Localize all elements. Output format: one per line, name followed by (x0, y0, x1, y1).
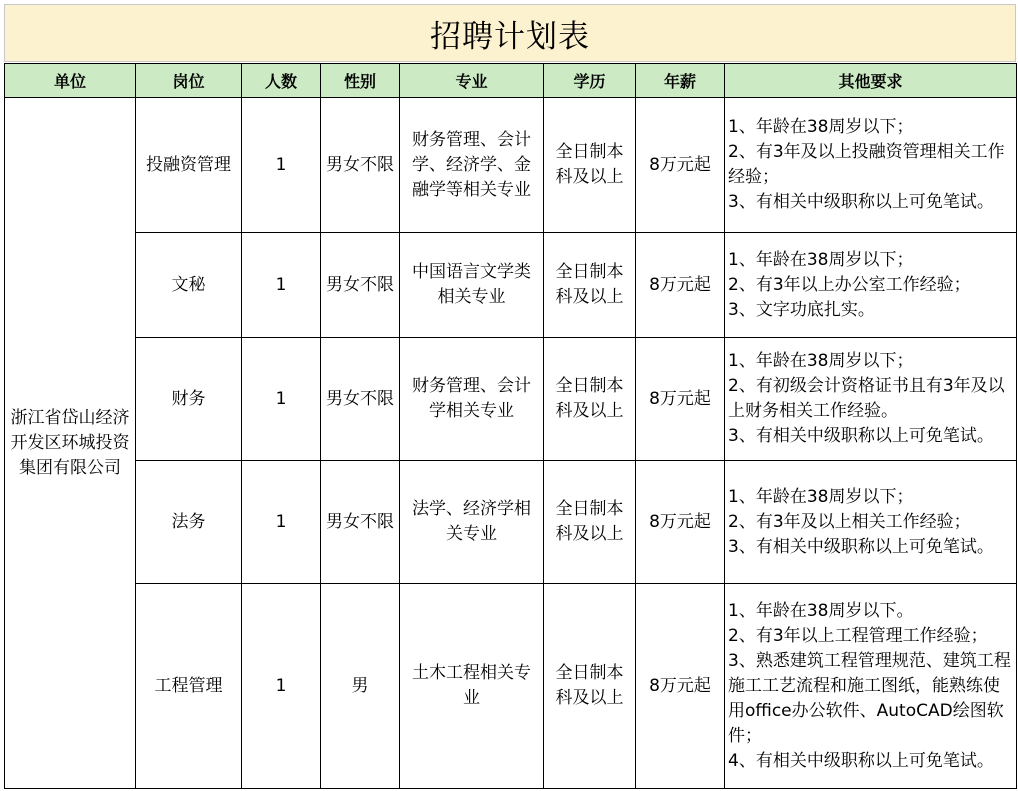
requirement-line: 2、有3年以上工程管理工作经验； (728, 625, 988, 646)
header-salary[interactable]: 年薪 (636, 64, 725, 98)
header-count[interactable]: 人数 (242, 64, 321, 98)
table-row (5, 98, 1017, 233)
requirements-cell[interactable] (725, 461, 1017, 584)
requirements-cell[interactable] (725, 98, 1017, 233)
requirement-line: 2、有3年及以上投融资管理相关工作经验； (728, 142, 1005, 187)
unit-cell[interactable]: 浙江省岱山经济开发区环城投资集团有限公司 (5, 98, 136, 789)
requirement-line: 2、有初级会计资格证书且有3年及以上财务相关工作经验。 (728, 376, 1005, 421)
requirements-cell[interactable] (725, 338, 1017, 461)
header-major[interactable]: 专业 (400, 64, 544, 98)
position-cell[interactable]: 法务 (136, 461, 242, 584)
sheet-title: 招聘计划表 (4, 4, 1016, 62)
education-cell[interactable]: 全日制本科及以上 (544, 98, 636, 233)
table-row (5, 233, 1017, 338)
salary-cell[interactable]: 8万元起 (636, 461, 725, 584)
requirement-line: 3、有相关中级职称以上可免笔试。 (728, 536, 994, 557)
requirement-line: 1、年龄在38周岁以下； (728, 117, 914, 137)
count-cell[interactable]: 1 (242, 584, 321, 789)
requirement-line: 2、有3年以上办公室工作经验； (728, 274, 971, 295)
gender-cell[interactable]: 男 (321, 584, 400, 789)
header-gender[interactable]: 性别 (321, 64, 400, 98)
requirement-line: 1、年龄在38周岁以下； (728, 351, 914, 371)
major-cell[interactable]: 中国语言文学类相关专业 (400, 233, 544, 338)
gender-cell[interactable]: 男女不限 (321, 98, 400, 233)
salary-cell[interactable]: 8万元起 (636, 338, 725, 461)
requirements-cell[interactable] (725, 233, 1017, 338)
header-requirements[interactable]: 其他要求 (725, 64, 1017, 98)
count-cell[interactable]: 1 (242, 233, 321, 338)
position-cell[interactable]: 财务 (136, 338, 242, 461)
major-cell[interactable]: 土木工程相关专业 (400, 584, 544, 789)
header-unit[interactable]: 单位 (5, 64, 136, 98)
requirement-line: 3、有相关中级职称以上可免笔试。 (728, 426, 994, 446)
gender-cell[interactable]: 男女不限 (321, 338, 400, 461)
requirement-line: 1、年龄在38周岁以下； (728, 486, 914, 507)
header-education[interactable]: 学历 (544, 64, 636, 98)
major-cell[interactable]: 财务管理、会计学、经济学、金融学等相关专业 (400, 98, 544, 233)
salary-cell[interactable]: 8万元起 (636, 98, 725, 233)
requirement-line: 4、有相关中级职称以上可免笔试。 (728, 750, 994, 771)
education-cell[interactable]: 全日制本科及以上 (544, 233, 636, 338)
salary-cell[interactable]: 8万元起 (636, 233, 725, 338)
major-cell[interactable]: 法学、经济学相关专业 (400, 461, 544, 584)
requirement-line: 2、有3年及以上相关工作经验； (728, 511, 971, 532)
gender-cell[interactable]: 男女不限 (321, 461, 400, 584)
requirement-line: 3、文字功底扎实。 (728, 299, 875, 320)
major-cell[interactable]: 财务管理、会计学相关专业 (400, 338, 544, 461)
requirement-line: 1、年龄在38周岁以下； (728, 249, 914, 270)
header-position[interactable]: 岗位 (136, 64, 242, 98)
requirements-cell[interactable] (725, 584, 1017, 789)
requirement-line: 3、熟悉建筑工程管理规范、建筑工程施工工艺流程和施工图纸，能熟练使用office办公软件、AutoCAD绘图软件； (728, 650, 1011, 746)
requirement-line: 1、年龄在38周岁以下。 (728, 600, 914, 621)
header-row (5, 64, 1017, 98)
requirement-line: 3、有相关中级职称以上可免笔试。 (728, 192, 994, 212)
count-cell[interactable]: 1 (242, 338, 321, 461)
table-row (5, 461, 1017, 584)
table-row (5, 338, 1017, 461)
gender-cell[interactable]: 男女不限 (321, 233, 400, 338)
position-cell[interactable]: 文秘 (136, 233, 242, 338)
position-cell[interactable]: 工程管理 (136, 584, 242, 789)
salary-cell[interactable]: 8万元起 (636, 584, 725, 789)
table-row (5, 584, 1017, 789)
recruitment-table (4, 63, 1017, 789)
education-cell[interactable]: 全日制本科及以上 (544, 338, 636, 461)
position-cell[interactable]: 投融资管理 (136, 98, 242, 233)
education-cell[interactable]: 全日制本科及以上 (544, 461, 636, 584)
education-cell[interactable]: 全日制本科及以上 (544, 584, 636, 789)
count-cell[interactable]: 1 (242, 461, 321, 584)
count-cell[interactable]: 1 (242, 98, 321, 233)
